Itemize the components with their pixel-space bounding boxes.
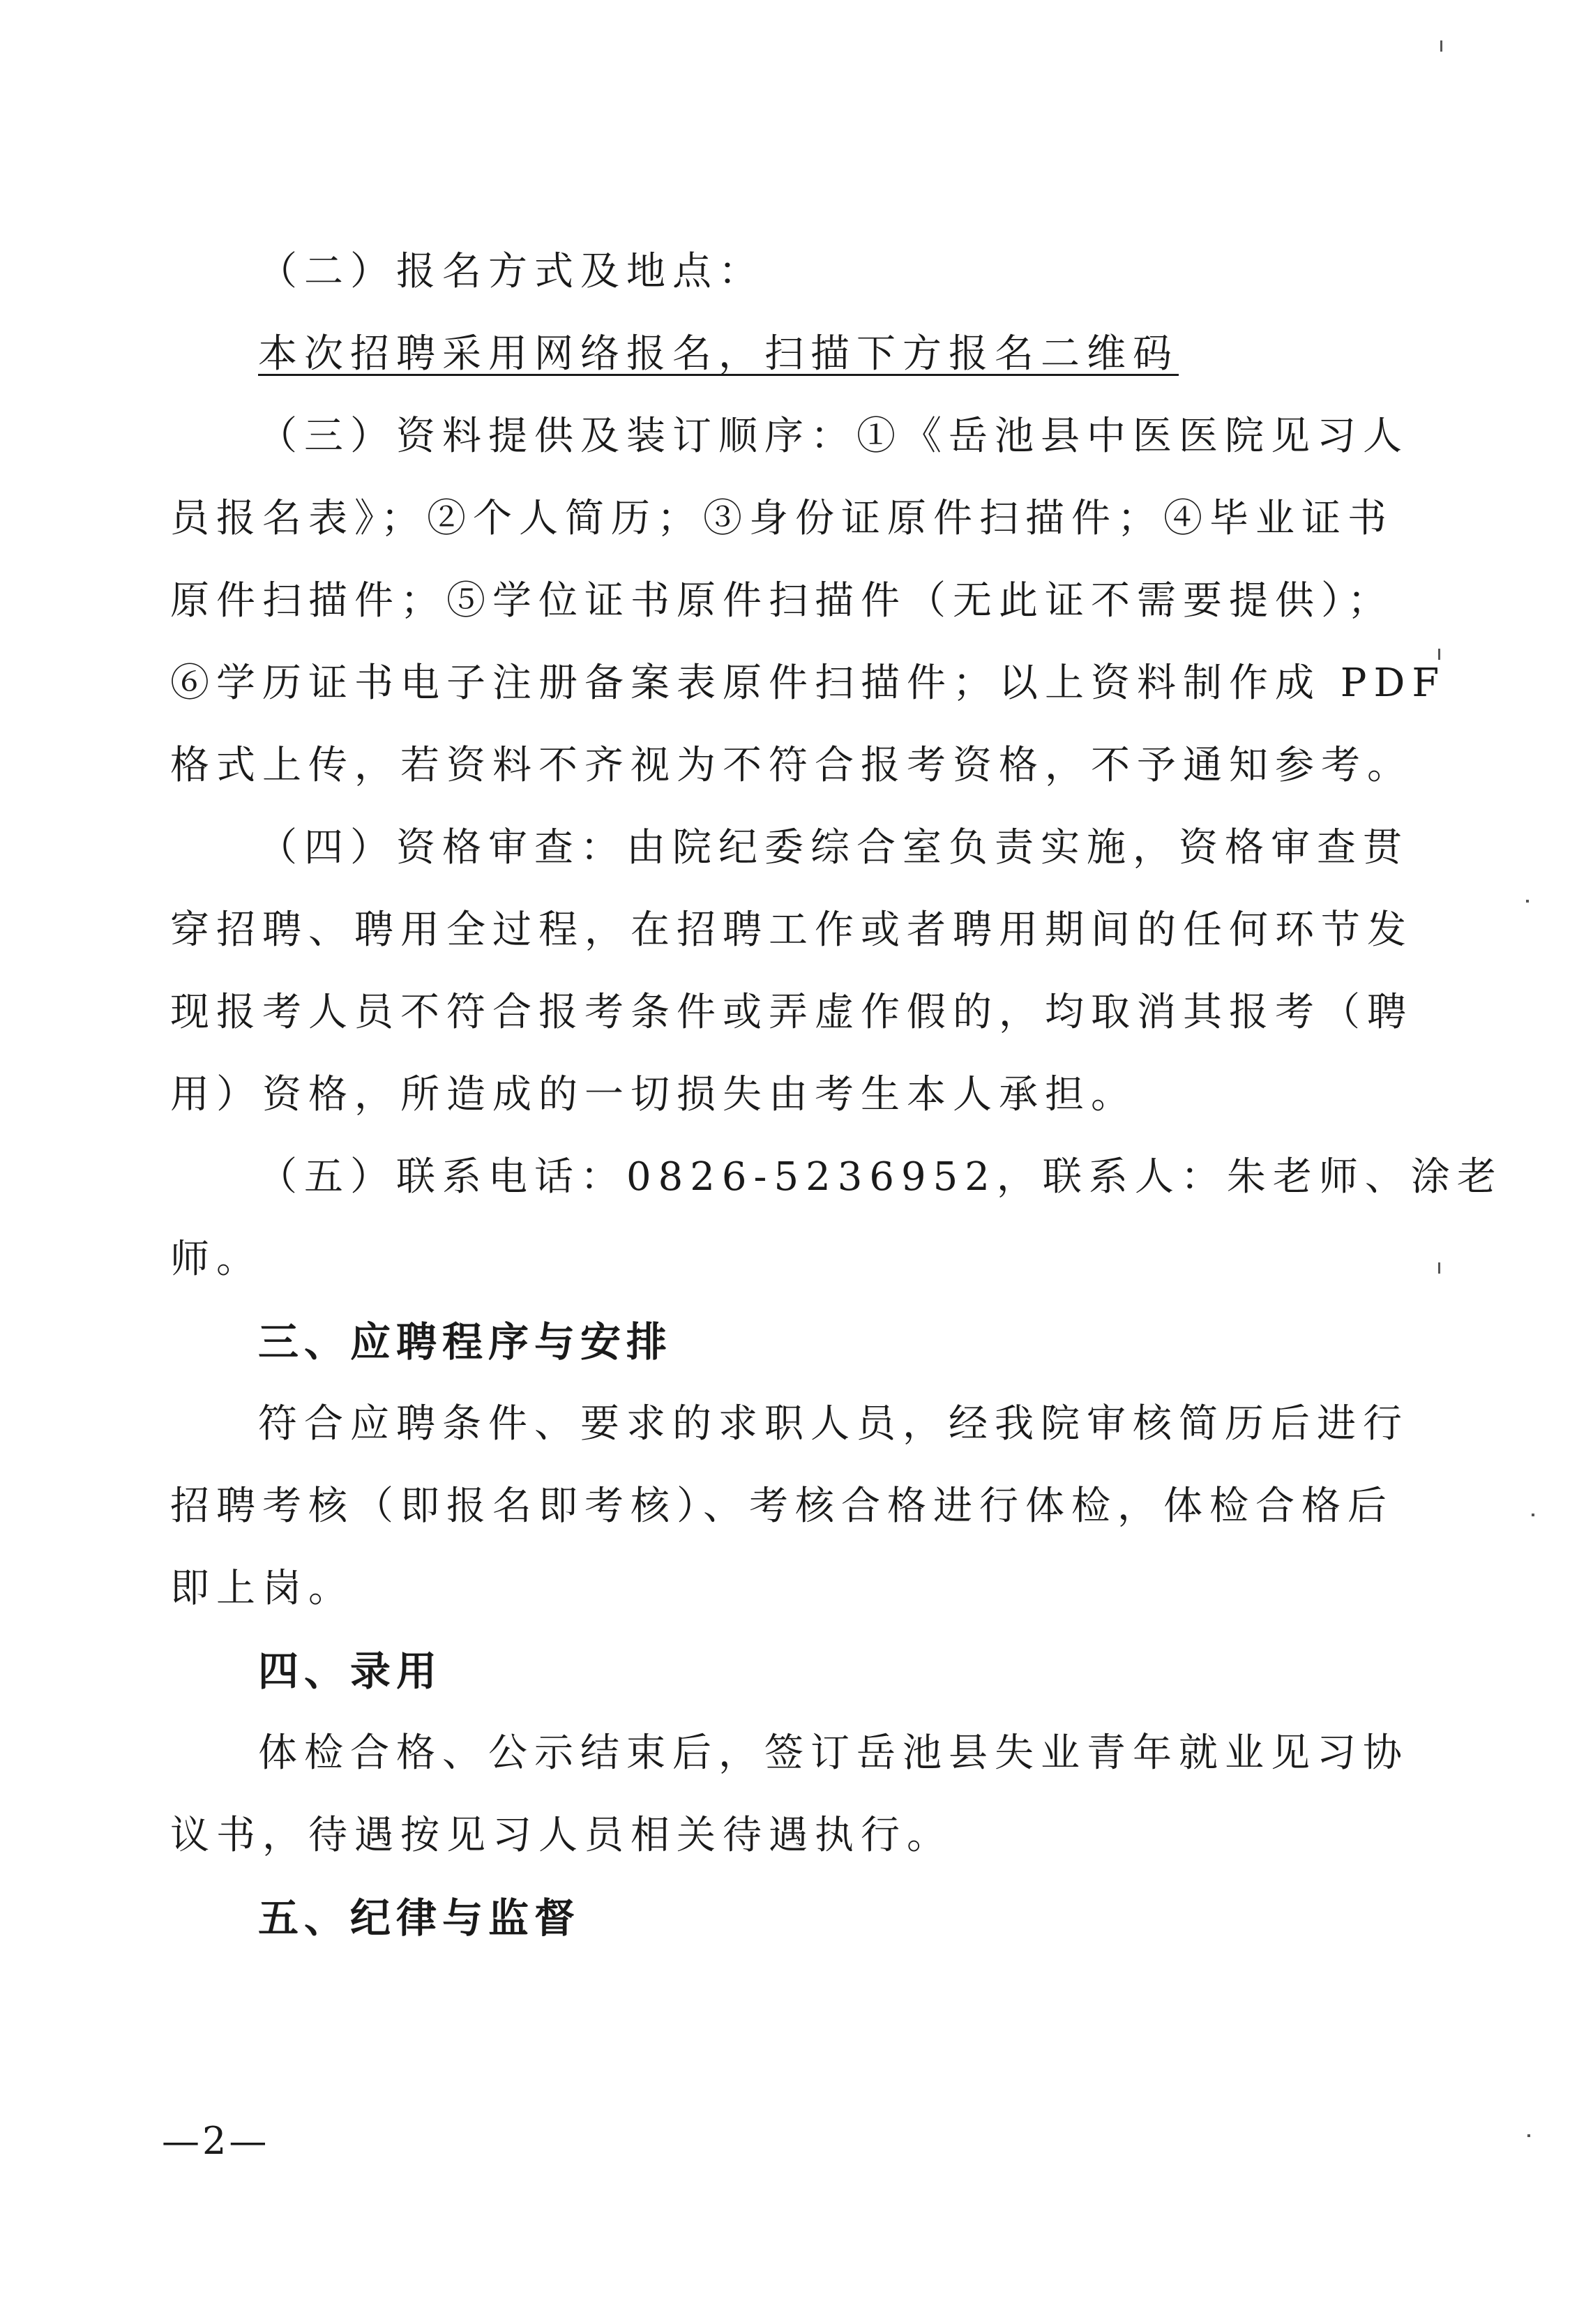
paragraph-line: 议书，待遇按见习人员相关待遇执行。 [170,1813,953,1858]
paragraph-line: 即上岗。 [170,1566,354,1611]
paragraph-line: （二）报名方式及地点： [258,249,764,294]
paragraph-line: （三）资料提供及装订顺序：①《岳池县中医医院见习人 [258,414,1409,459]
section-heading: 四、录用 [258,1647,443,1695]
section-heading: 三、应聘程序与安排 [258,1318,673,1366]
paragraph-line: 员报名表》；②个人简历；③身份证原件扫描件；④毕业证书 [170,496,1394,541]
scan-mark [1526,900,1529,903]
paragraph-line: 用）资格，所造成的一切损失由考生本人承担。 [170,1072,1137,1117]
paragraph-line: （四）资格审查：由院纪委综合室负责实施，资格审查贯 [258,825,1409,870]
section-heading: 五、纪律与监督 [258,1894,581,1942]
paragraph-line: 招聘考核（即报名即考核）、考核合格进行体检，体检合格后 [170,1484,1394,1529]
scan-mark [1532,1514,1534,1516]
paragraph-line: 师。 [170,1237,262,1282]
scan-mark [1438,1262,1440,1274]
paragraph-line: ⑥学历证书电子注册备案表原件扫描件；以上资料制作成 PDF [170,661,1447,706]
paragraph-line: 体检合格、公示结束后，签订岳池县失业青年就业见习协 [258,1730,1409,1776]
scan-mark [1527,2134,1530,2137]
paragraph-line: 格式上传，若资料不齐视为不符合报考资格，不予通知参考。 [170,743,1413,788]
scan-mark [1438,649,1440,660]
scan-mark [1440,40,1442,52]
paragraph-line: 符合应聘条件、要求的求职人员，经我院审核简历后进行 [258,1401,1409,1447]
page-number: —2— [162,2119,270,2163]
registration-method-line: 本次招聘采用网络报名，扫描下方报名二维码 [258,331,1179,377]
paragraph-line: 现报考人员不符合报考条件或弄虚作假的，均取消其报考（聘 [170,990,1413,1035]
paragraph-line: 原件扫描件；⑤学位证书原件扫描件（无此证不需要提供）； [170,578,1394,624]
contact-line: （五）联系电话：0826-5236952，联系人：朱老师、涂老 [258,1154,1503,1200]
paragraph-line: 穿招聘、聘用全过程，在招聘工作或者聘用期间的任何环节发 [170,907,1413,953]
